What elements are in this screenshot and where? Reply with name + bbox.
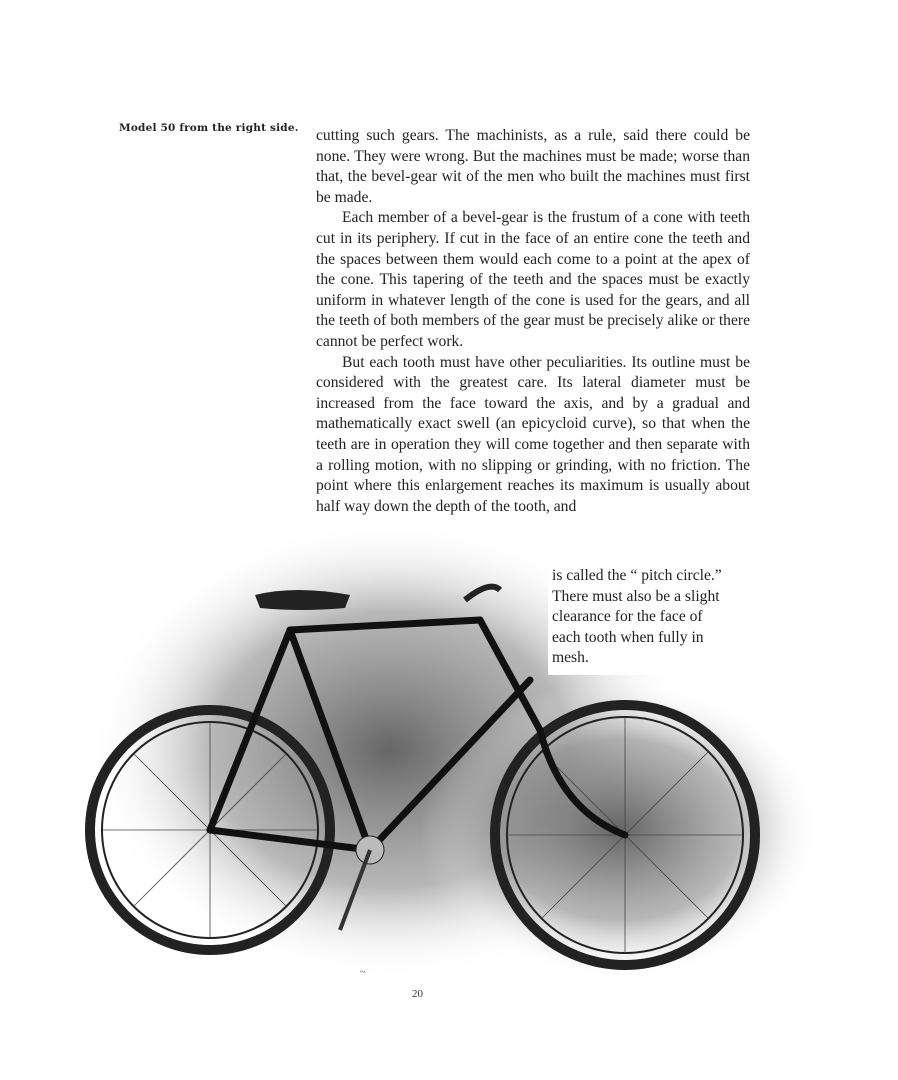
text-line: clearance for the face of [552,608,703,626]
svg-text:~: ~ [360,967,366,978]
paragraph: cutting such gears. The machinists, as a rule, said there could be none. They were wrong. But the machines must be made; worse than that, the bevel-gear wit of the men who built the machines must first be made. [316,127,750,206]
body-text [316,126,750,517]
paragraph: But each tooth must have other peculiarities. Its outline must be considered with the greatest care. Its lateral diameter must be increased from the face toward the axis, and by a gradual and mathematically exact swell (an epicycloid curve), so that when the teeth are in operation they will come together and then separate with a rolling motion, with no slipping or grinding, with no friction. The point where this enlargement reaches its maximum is usually about half way down the depth of the tooth, and [316,353,750,515]
text-line: each tooth when fully in [552,628,704,646]
text-line: is called the “ pitch circle.” [552,567,722,584]
text-line: mesh. [552,649,589,667]
paragraph: Each member of a bevel-gear is the frustum of a cone with teeth cut in its periphery. If cut in the face of an entire cone the teeth and the spaces between them would each come to a point at the apex of the cone. This tapering of the teeth and the spaces must be exactly uniform in whatever length of the cone is used for the gears, and all the teeth of both members of the gear must be precisely alike or there cannot be perfect work. [316,209,750,350]
page-number: 20 [412,988,423,1000]
figure-caption: Model 50 from the right side. [119,122,299,134]
text-line: There must also be a slight [552,587,720,605]
wrapped-text [548,566,756,675]
